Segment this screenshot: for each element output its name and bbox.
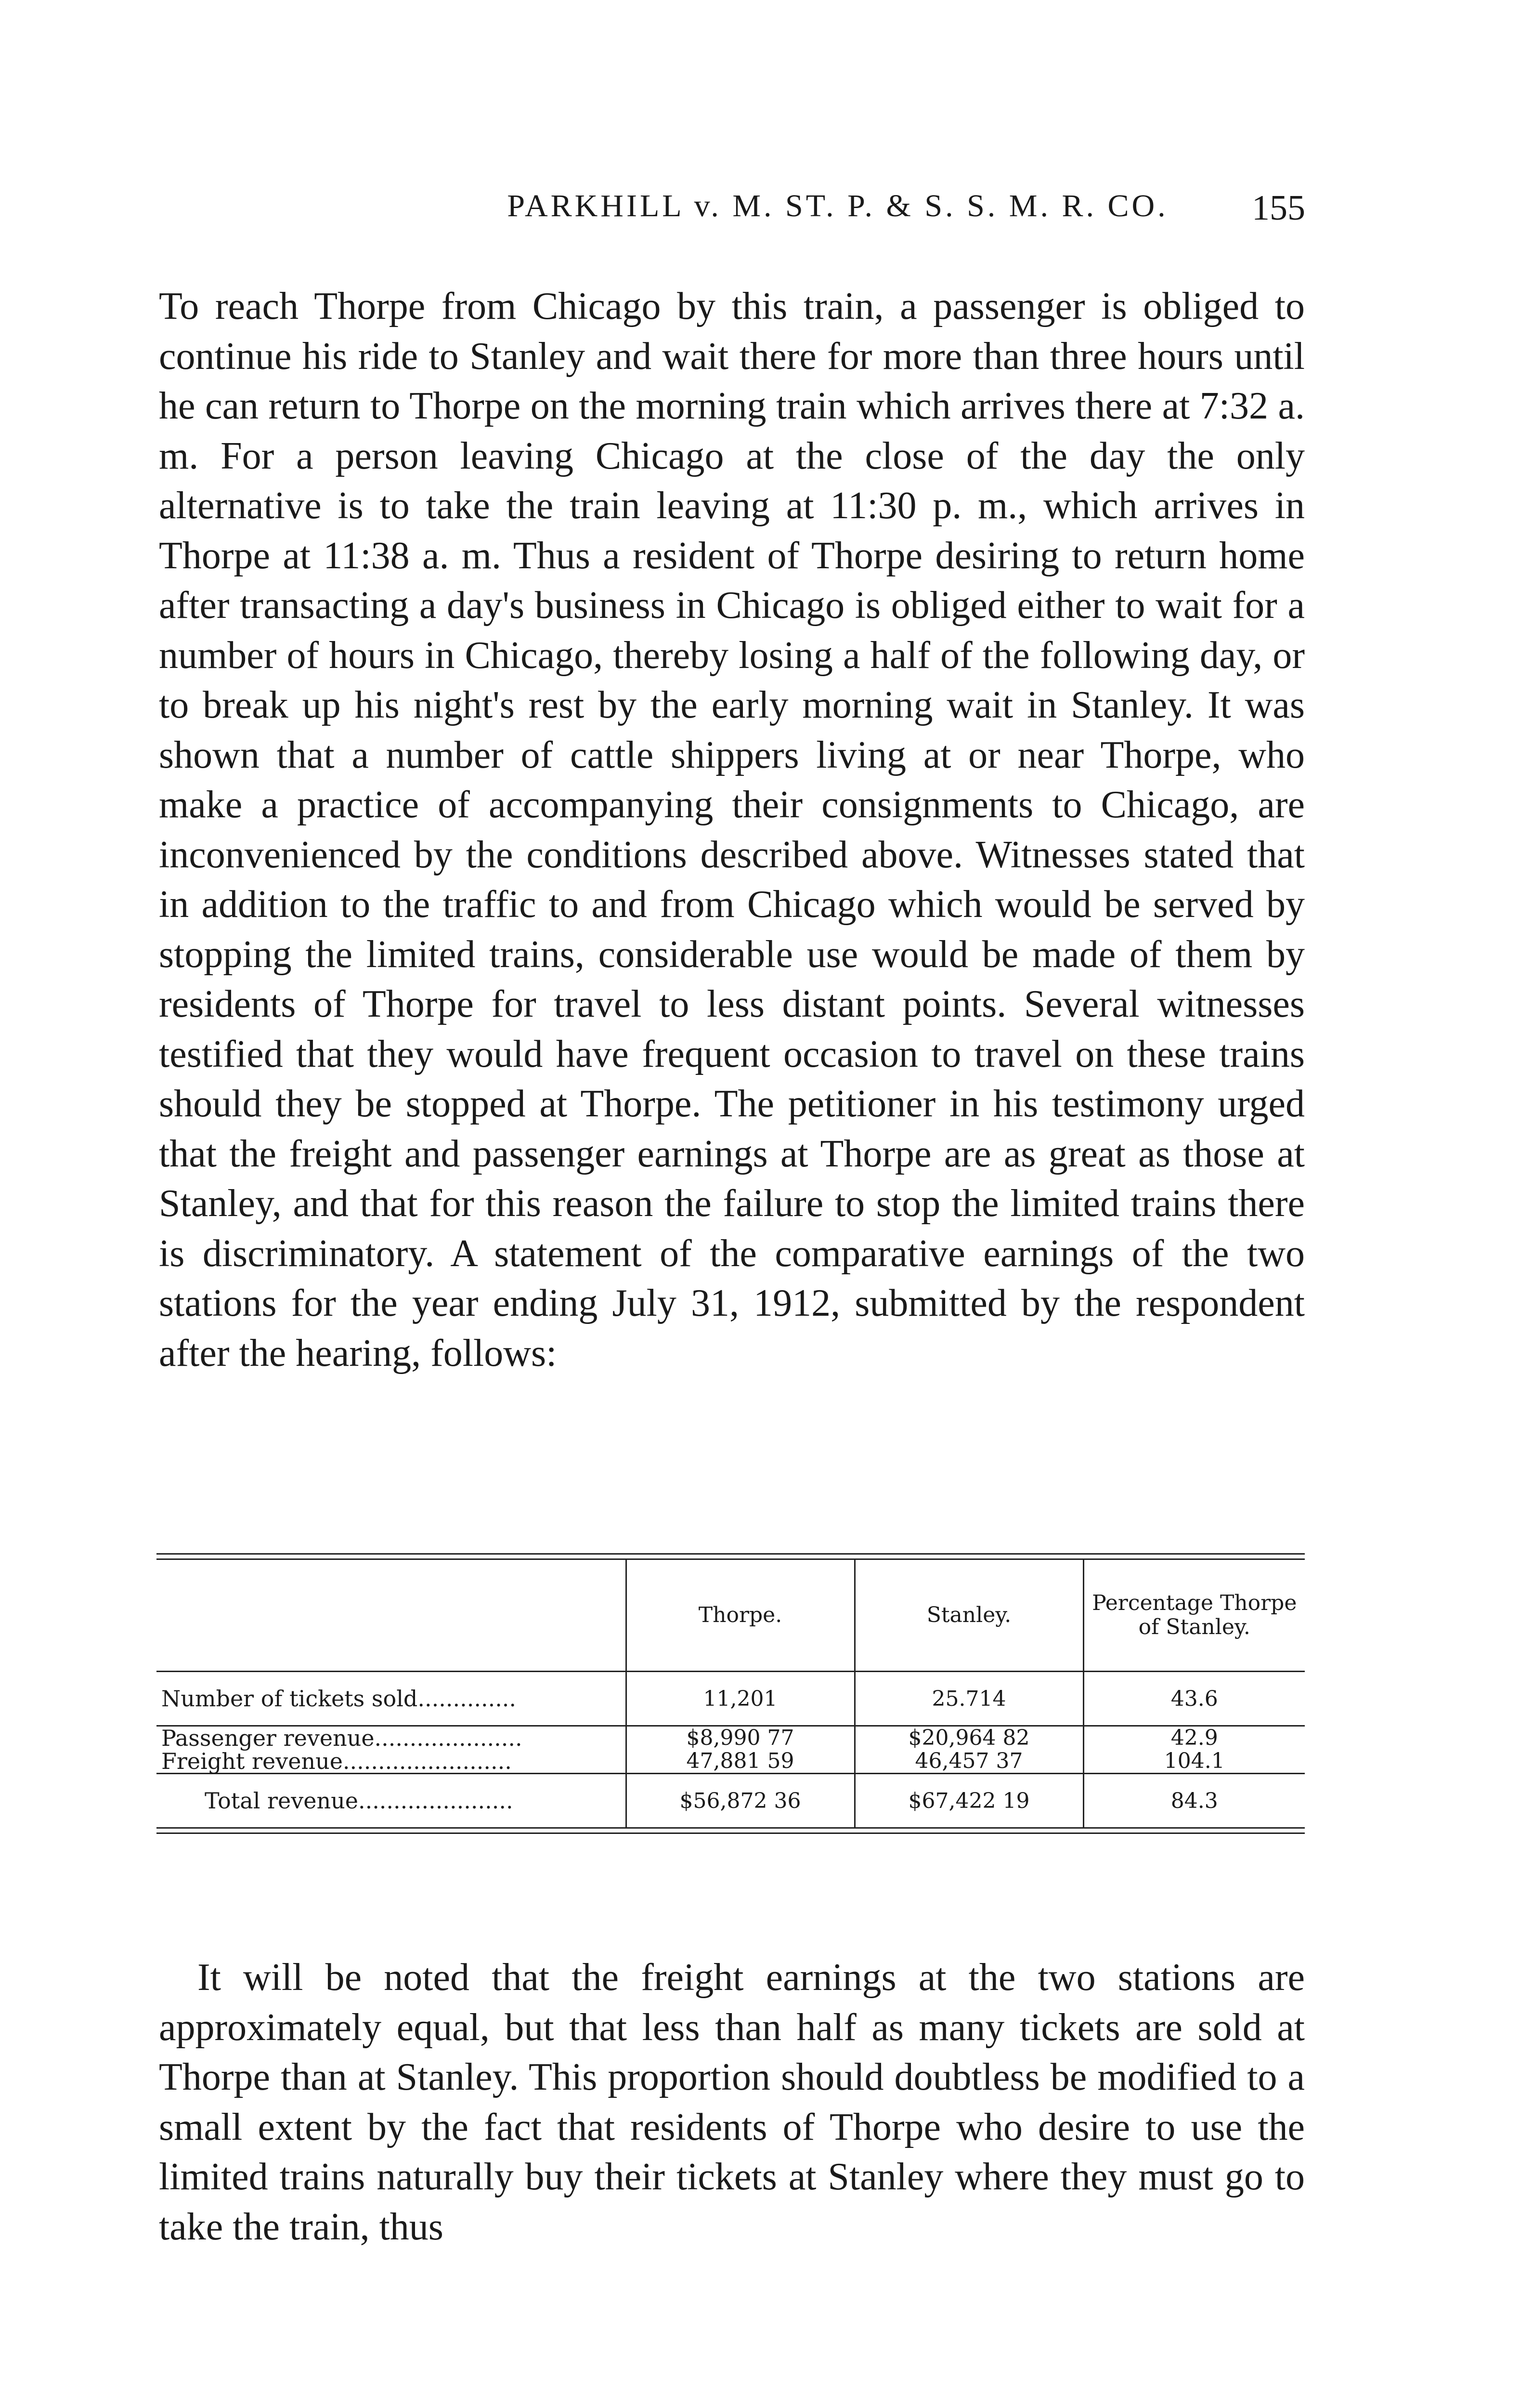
row-label: Passenger revenue.....................: [161, 1725, 522, 1751]
row-label: Number of tickets sold..............: [156, 1672, 626, 1726]
page-number: 155: [1252, 188, 1305, 228]
cell-percentage: 43.6: [1083, 1672, 1305, 1726]
cell-thorpe-group: [626, 1726, 855, 1774]
col-header-thorpe: Thorpe.: [626, 1560, 855, 1672]
cell-percentage: 84.3: [1083, 1774, 1305, 1828]
cell-stanley: 25.714: [855, 1672, 1083, 1726]
table-header-row: [156, 1560, 1305, 1672]
col-header-percentage: Percentage Thorpe of Stanley.: [1083, 1560, 1305, 1672]
cell-stanley-group: [855, 1726, 1083, 1774]
table-bottom-rule: [156, 1827, 1305, 1834]
row-label-group: [156, 1726, 626, 1774]
earnings-grid: [156, 1560, 1305, 1827]
cell-thorpe: 47,881 59: [686, 1749, 794, 1773]
cell-stanley: $20,964 82: [908, 1726, 1030, 1750]
cell-percentage: 42.9: [1170, 1726, 1218, 1750]
table-top-rule: [156, 1553, 1305, 1560]
cell-stanley: 46,457 37: [915, 1749, 1023, 1773]
row-label: Total revenue......................: [156, 1774, 626, 1828]
earnings-table: [156, 1553, 1305, 1834]
col-header-stanley: Stanley.: [855, 1560, 1083, 1672]
cell-thorpe: $56,872 36: [626, 1774, 855, 1828]
paragraph-1: To reach Thorpe from Chicago by this train, a passenger is obliged to continue his ride to Stanley and wait there for more than three hours until he can return to Thorpe on the morning train which arrives there at 7:32 a. m. For a person leaving Chicago at the close of the day the only alternative is to take the train leaving at 11:30 p. m., which arrives in Thorpe at 11:38 a. m. Thus a resident of Thorpe desiring to return home after transacting a day's business in Chicago is obliged either to wait for a number of hours in Chicago, thereby losing a half of the following day, or to break up his night's rest by the early morning wait in Stanley. It was shown that a number of cattle shippers living at or near Thorpe, who make a practice of accompanying their consignments to Chicago, are inconvenienced by the conditions described above. Witnesses stated that in addition to the traffic to and from Chicago which would be served by stopping the limited trains, considerable use would be made of them by residents of Thorpe for travel to less distant points. Several witnesses testified that they would have frequent occasion to travel on these trains should they be stopped at Thorpe. The petitioner in his testimony urged that the freight and passenger earnings at Thorpe are as great as those at Stanley, and that for this reason the failure to stop the limited trains there is discriminatory. A statement of the comparative earnings of the two stations for the year ending July 31, 1912, submitted by the respondent after the hearing, follows:: [159, 285, 1305, 1374]
cell-stanley: $67,422 19: [855, 1774, 1083, 1828]
cell-percentage: 104.1: [1164, 1749, 1225, 1773]
cell-percentage-group: [1083, 1726, 1305, 1774]
running-head: PARKHILL v. M. ST. P. & S. S. M. R. CO.: [507, 188, 1169, 223]
stub-header: [156, 1560, 626, 1672]
cell-thorpe: 11,201: [626, 1672, 855, 1726]
paragraph-2: It will be noted that the freight earnings at the two stations are approximately equal, but that less than half as many tickets are sold at Thorpe than at Stanley. This proportion should doubtless be modified to a small extent by the fact that residents of Thorpe who desire to use the limited trains naturally buy their tickets at Stanley where they must go to take the train, thus: [159, 1956, 1305, 2248]
table-row: [156, 1672, 1305, 1726]
table-row-total: [156, 1774, 1305, 1828]
table-row: [156, 1726, 1305, 1774]
row-label: Freight revenue........................: [161, 1748, 512, 1774]
cell-thorpe: $8,990 77: [686, 1726, 794, 1750]
